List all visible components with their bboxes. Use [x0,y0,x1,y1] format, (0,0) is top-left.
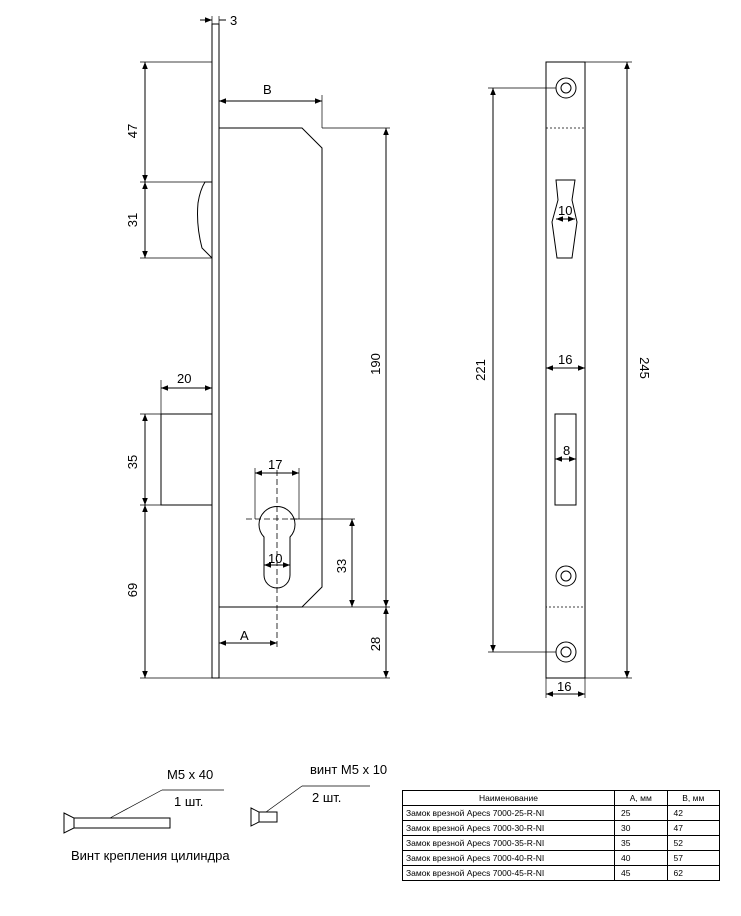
dim-faceplate-thickness: 3 [230,13,238,28]
short-screw [251,786,370,826]
row-b: 62 [667,866,720,881]
table-row [403,851,720,866]
dim-case-height: 190 [368,353,383,375]
table-row [403,806,720,821]
col-a: А, мм [615,791,668,806]
dim-faceplate-length: 245 [637,357,652,379]
row-name: Замок врезной Apecs 7000-45-R-NI [403,866,615,881]
long-screw-size: M5 x 40 [167,767,214,782]
dim-latch-width: 10 [558,203,573,218]
row-name: Замок врезной Apecs 7000-30-R-NI [403,821,615,836]
dim-top-to-latch: 47 [125,123,140,139]
spec-table-header [403,791,720,806]
dim-bolt-slot-width: 8 [563,443,571,458]
dim-case-bottom: 28 [368,636,383,652]
screw-hole-bottom [556,642,576,662]
dim-cylinder-pin: 10 [268,551,283,566]
screw-caption: Винт крепления цилиндра [71,848,230,863]
dim-cylinder-width: 17 [268,457,283,472]
table-row [403,821,720,836]
dim-cylinder-height: 33 [334,558,349,574]
row-a: 45 [615,866,668,881]
lock-case [219,128,322,607]
dim-screw-distance: 221 [473,359,488,381]
spec-table [402,790,720,881]
faceplate-side [212,24,219,678]
row-name: Замок врезной Apecs 7000-40-R-NI [403,851,615,866]
dim-bolt-height: 35 [125,454,140,470]
long-screw-qty: 1 шт. [174,794,204,809]
short-screw-size: винт M5 x 10 [310,762,388,777]
row-b: 47 [667,821,720,836]
row-name: Замок врезной Apecs 7000-35-R-NI [403,836,615,851]
col-name: Наименование [403,791,615,806]
row-a: 25 [615,806,668,821]
row-a: 40 [615,851,668,866]
screw-hole-top [556,78,576,98]
front-view [488,62,632,698]
table-row [403,866,720,881]
dim-faceplate-width: 16 [557,679,572,694]
row-a: 35 [615,836,668,851]
table-row [403,836,720,851]
row-b: 42 [667,806,720,821]
dim-latch: 31 [125,212,140,228]
dead-bolt [161,414,212,505]
row-name: Замок врезной Apecs 7000-25-R-NI [403,806,615,821]
screw-hole-middle [556,566,576,586]
dim-b: B [263,82,272,97]
latch-bolt [198,182,213,258]
dim-inner-width: 16 [558,352,573,367]
short-screw-qty: 2 шт. [312,790,342,805]
row-b: 52 [667,836,720,851]
dim-a: A [240,628,249,643]
dim-bolt-to-bottom: 69 [125,582,140,598]
row-b: 57 [667,851,720,866]
col-b: В, мм [667,791,720,806]
dim-bolt-throw: 20 [177,371,192,386]
row-a: 30 [615,821,668,836]
side-view [140,16,390,678]
